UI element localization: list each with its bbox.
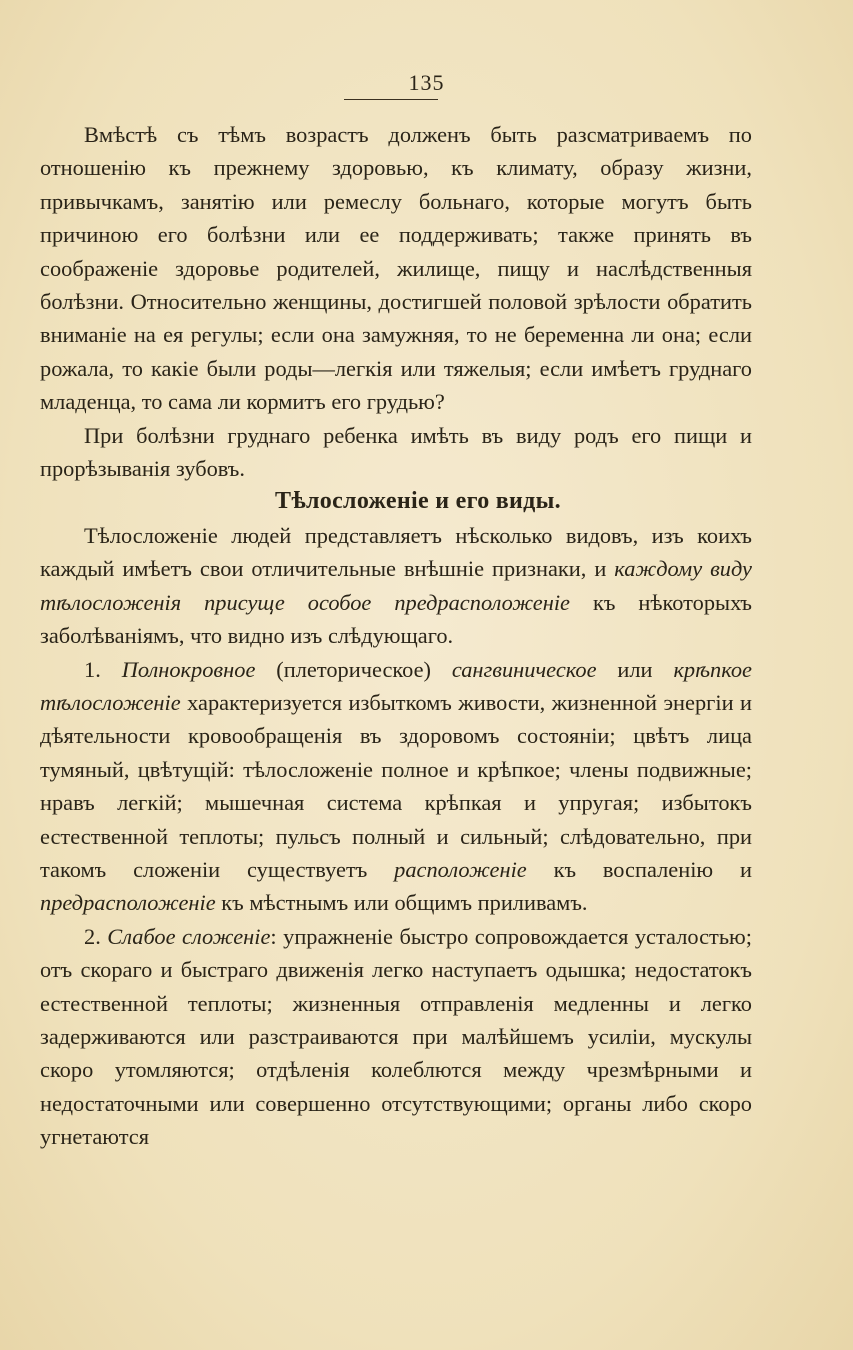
text-run: характеризуется избыткомъ живости, жизненной энергіи и дѣятельности кровообращенія въ здоровомъ состояніи; цвѣтъ лица тумяный, цвѣтущій: тѣлосложеніе полное и крѣпкое; члены подвижные; нравъ легкій; мышечная система крѣпкая и упругая; избытокъ естественной теплоты; пульсъ полный и сильный; слѣдовательно, при такомъ сложеніи существуетъ (40, 689, 752, 882)
text-run: При болѣзни груднаго ребенка имѣть въ виду родъ его пищи и прорѣзыванія зубовъ. (40, 422, 752, 482)
italic-run: Слабое сложеніе (107, 923, 271, 949)
text-run: или (596, 656, 674, 682)
italic-run: каждому виду тѣлосложенія присуще особое предрасположеніе (40, 556, 752, 615)
section-heading: Тѣлосложеніе и его виды. (275, 488, 561, 515)
text-run: къ мѣстнымъ или общимъ приливамъ. (215, 890, 588, 916)
text-run: 1. (84, 656, 122, 682)
body-section-before (40, 118, 752, 485)
paragraph (40, 118, 752, 419)
italic-run: расположеніе (394, 856, 527, 882)
page-number: 135 (408, 70, 445, 95)
paragraph (40, 920, 752, 1154)
text-run: къ воспаленію и (526, 856, 752, 882)
italic-run: предрасположеніе (40, 890, 216, 916)
body-section-after (40, 519, 752, 1154)
text-run: Вмѣстѣ съ тѣмъ возрастъ долженъ быть разсматриваемъ по отношенію къ прежнему здоровью, къ климату, образу жизни, привычкамъ, занятію или ремеслу больнаго, которые могутъ быть причиною его болѣзни или ее поддерживать; также принять въ соображеніе здоровье родителей, жилище, пищу и наслѣдственныя болѣзни. Относительно женщины, достигшей половой зрѣлости обратить вниманіе на ея регулы; если она замужняя, то не беременна ли она; если рожала, то какіе были роды—легкія или тяжелыя; если имѣетъ груднаго младенца, то сама ли кормитъ его грудью? (40, 122, 752, 415)
italic-run: сангвиническое (451, 656, 597, 682)
page-body (40, 118, 752, 1154)
text-run: Тѣлосложеніе людей представляетъ нѣсколько видовъ, изъ коихъ каждый имѣетъ свои отличительные внѣшніе признаки, и (40, 522, 752, 582)
paragraph (40, 653, 752, 920)
text-run: (плеторическое) (255, 656, 452, 682)
page-number-rule (344, 99, 438, 100)
text-run: : упражненіе быстро сопровождается усталостью; отъ скораго и быстраго движенія легко наступаетъ одышка; недостатокъ естественной теплоты; жизненныя отправленія медленны и легко задерживаются или разстраиваются при малѣйшемъ усиліи, мускулы скоро утомляются; отдѣленія колеблются между чрезмѣрными и недостаточными или совершенно отсутствующими; органы либо скоро угнетаются (40, 923, 752, 1150)
text-run: къ нѣкоторыхъ заболѣваніямъ, что видно изъ слѣдующаго. (40, 589, 753, 649)
italic-run: Полнокровное (121, 656, 256, 682)
text-run: 2. (84, 923, 108, 949)
italic-run: крѣпкое тѣлосложеніе (40, 656, 752, 715)
paragraph (40, 519, 752, 653)
paragraph (40, 419, 752, 486)
